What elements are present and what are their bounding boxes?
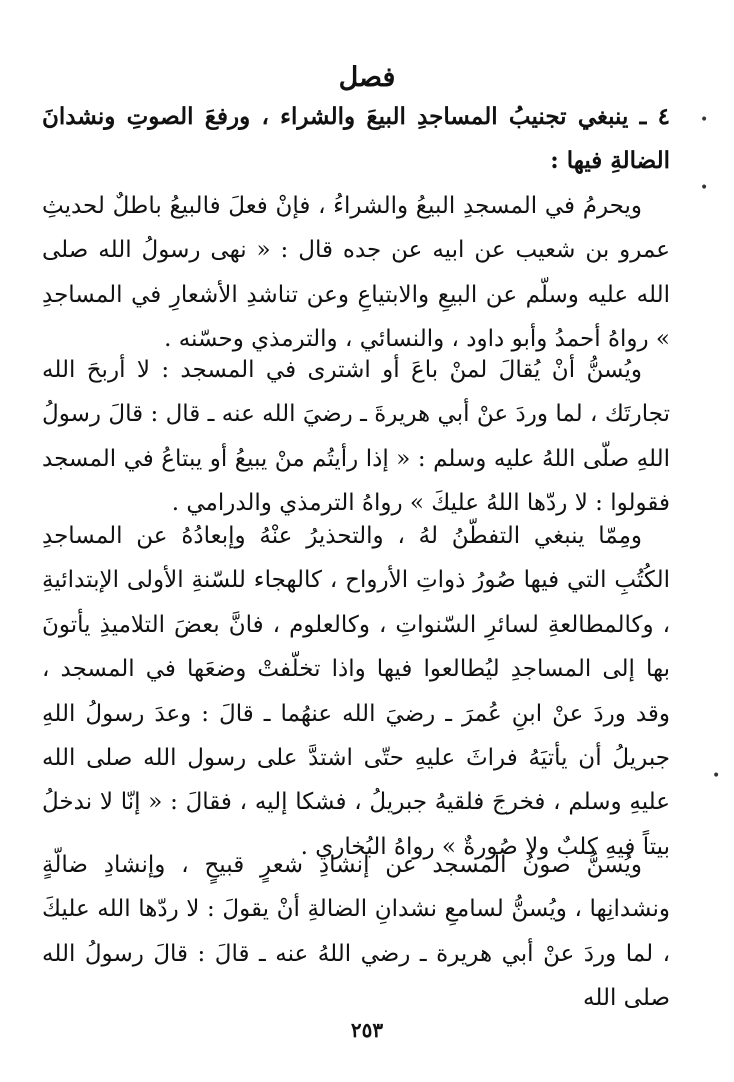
paragraph-3 bbox=[42, 514, 670, 869]
section-heading-text: ٤ ـ ينبغي تجنيبُ المساجدِ البيعَ والشراء ، ورفعَ الصوتِ ونشدانَ الضالةِ فيها : bbox=[42, 103, 670, 175]
margin-mark: • bbox=[712, 768, 721, 784]
paragraph-2-text: ويُسنُّ أنْ يُقالَ لمنْ باعَ أو اشترى في المسجد : لا أربحَ الله تجارتَك ، لما وردَ عنْ أبي هريرةَ ـ رضيَ الله عنه ـ قال : قالَ رسولُ اللهِ صلّى اللهُ عليه وسلم : « إذا رأيتُم منْ يبيعُ أو يبتاعُ في المسجد فقولوا : لا ردّها اللهُ عليكَ » رواهُ الترمذي والدرامي . bbox=[42, 357, 670, 517]
paragraph-3-text: ومِمّا ينبغي التفطّنُ لهُ ، والتحذيرُ عنْهُ وإبعادُهُ عن المساجدِ الكُتُبِ التي فيها صُورُ ذواتِ الأرواح ، كالهجاء للسّنةِ الأولى الإبتدائيةِ ، وكالمطالعةِ لسائرِ السّنواتِ ، وكالعلوم ، فانَّ بعضَ التلاميذِ يأتونَ بها إلى المساجدِ ليُطالعوا فيها واذا تخلّفتْ وضعَها في المسجد ، وقد وردَ عنْ ابنِ عُمرَ ـ رضيَ الله عنهُما ـ قالَ : وعدَ رسولُ اللهِ جبريلُ أن يأتيَهُ فراثَ عليهِ حتّى اشتدَّ على رسول الله صلى الله عليهِ وسلم ، فخرجَ فلقيهُ جبريلُ ، فشكا إليه ، فقالَ : « إنّا لا ندخلُ بيتاً فيهِ كلبٌ ولا صُورةٌ » رواهُ البُخاري . bbox=[42, 523, 670, 860]
margin-mark: • bbox=[700, 180, 709, 196]
margin-mark: • bbox=[700, 112, 709, 128]
section-heading bbox=[42, 95, 670, 184]
paragraph-1 bbox=[42, 184, 670, 362]
paragraph-4 bbox=[42, 843, 670, 1021]
paragraph-1-text: ويحرمُ في المسجدِ البيعُ والشراءُ ، فإنْ فعلَ فالبيعُ باطلٌ لحديثِ عمرو بن شعيب عن ابيه عن جده قال : « نهى رسولُ الله صلى الله عليه وسلّم عن البيعِ والابتياعِ وعن تناشدِ الأشعارِ في المساجدِ » رواهُ أحمدُ وأبو داود ، والنسائي ، والترمذي وحسّنه . bbox=[42, 193, 670, 353]
section-title: فصل bbox=[338, 62, 396, 93]
paragraph-4-text: ويُسنُّ صونُ المسجد عن إنشادِ شعرٍ قبيحٍ ، وإنشادِ ضالّةٍ ونشدانِها ، ويُسنُّ لسامعِ نشدانِ الضالةِ أنْ يقولَ : لا ردّها الله عليكَ ، لما وردَ عنْ أبي هريرة ـ رضي اللهُ عنه ـ قالَ : قالَ رسولُ الله صلى الله bbox=[42, 852, 670, 1012]
paragraph-2 bbox=[42, 348, 670, 526]
page-number: ٢٥٣ bbox=[350, 1018, 384, 1042]
